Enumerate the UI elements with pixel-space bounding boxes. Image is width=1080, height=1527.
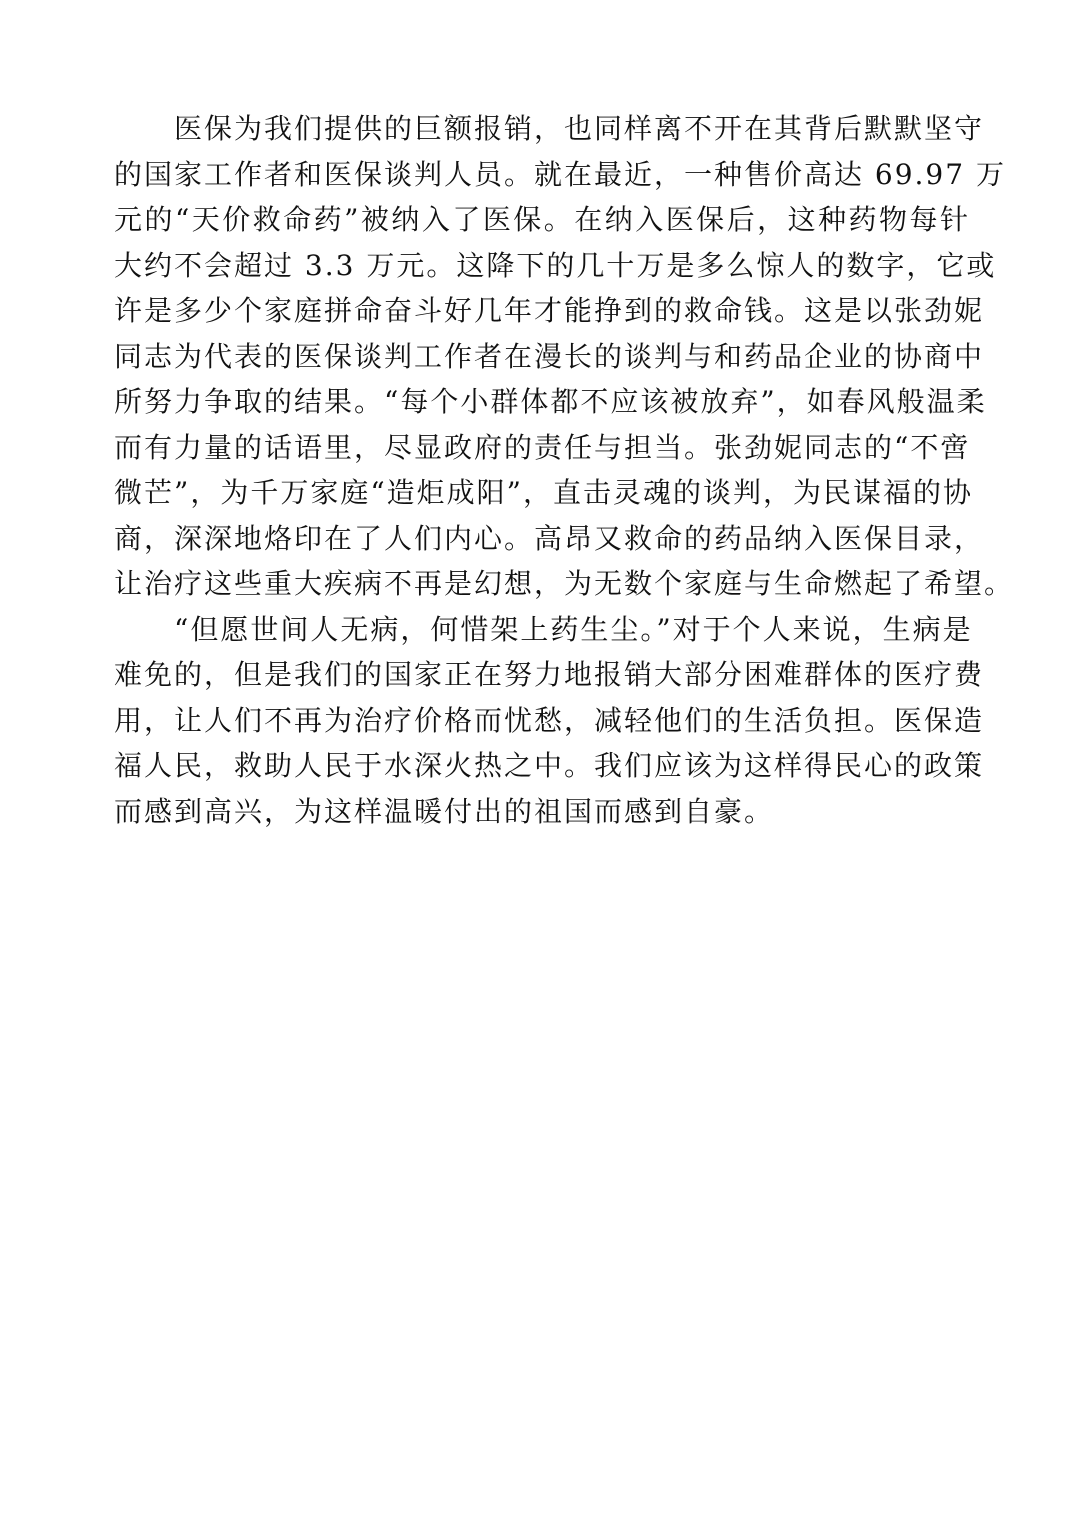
paragraph-line: 商，深深地烙印在了人们内心。高昂又救命的药品纳入医保目录， bbox=[114, 521, 985, 555]
paragraph-line: 而感到高兴，为这样温暖付出的祖国而感到自豪。 bbox=[114, 794, 775, 828]
paragraph-line: 同志为代表的医保谈判工作者在漫长的谈判与和药品企业的协商中 bbox=[114, 339, 985, 373]
paragraph-line: 元的“天价救命药”被纳入了医保。在纳入医保后，这种药物每针 bbox=[114, 203, 970, 236]
paragraph-line: 而有力量的话语里，尽显政府的责任与担当。张劲妮同志的“不啻 bbox=[114, 430, 971, 464]
document-body bbox=[114, 106, 1015, 834]
paragraph-line: 福人民，救助人民于水深火热之中。我们应该为这样得民心的政策 bbox=[114, 749, 985, 782]
paragraph-line: 的国家工作者和医保谈判人员。就在最近，一种售价高达 69.97 万 bbox=[114, 157, 1006, 191]
paragraph-line: 所努力争取的结果。“每个小群体都不应该被放弃”，如春风般温柔 bbox=[114, 385, 987, 418]
paragraph-line: 大约不会超过 3.3 万元。这降下的几十万是多么惊人的数字，它或 bbox=[114, 248, 997, 282]
paragraph-line: 让治疗这些重大疾病不再是幻想，为无数个家庭与生命燃起了希望。 bbox=[114, 567, 1015, 600]
paragraph-line: 医保为我们提供的巨额报销，也同样离不开在其背后默默坚守 bbox=[174, 112, 985, 145]
paragraph-2 bbox=[114, 607, 985, 835]
paragraph-line: 微芒”，为千万家庭“造炬成阳”，直击灵魂的谈判，为民谋福的协 bbox=[114, 476, 973, 509]
paragraph-line: 难免的，但是我们的国家正在努力地报销大部分困难群体的医疗费 bbox=[114, 658, 985, 691]
paragraph-line: 用，让人们不再为治疗价格而忧愁，减轻他们的生活负担。医保造 bbox=[114, 703, 985, 737]
paragraph-line: “但愿世间人无病，何惜架上药生尘。”对于个人来说，生病是 bbox=[174, 612, 973, 646]
paragraph-line: 许是多少个家庭拼命奋斗好几年才能挣到的救命钱。这是以张劲妮 bbox=[114, 294, 985, 327]
paragraph-1 bbox=[114, 106, 1015, 607]
